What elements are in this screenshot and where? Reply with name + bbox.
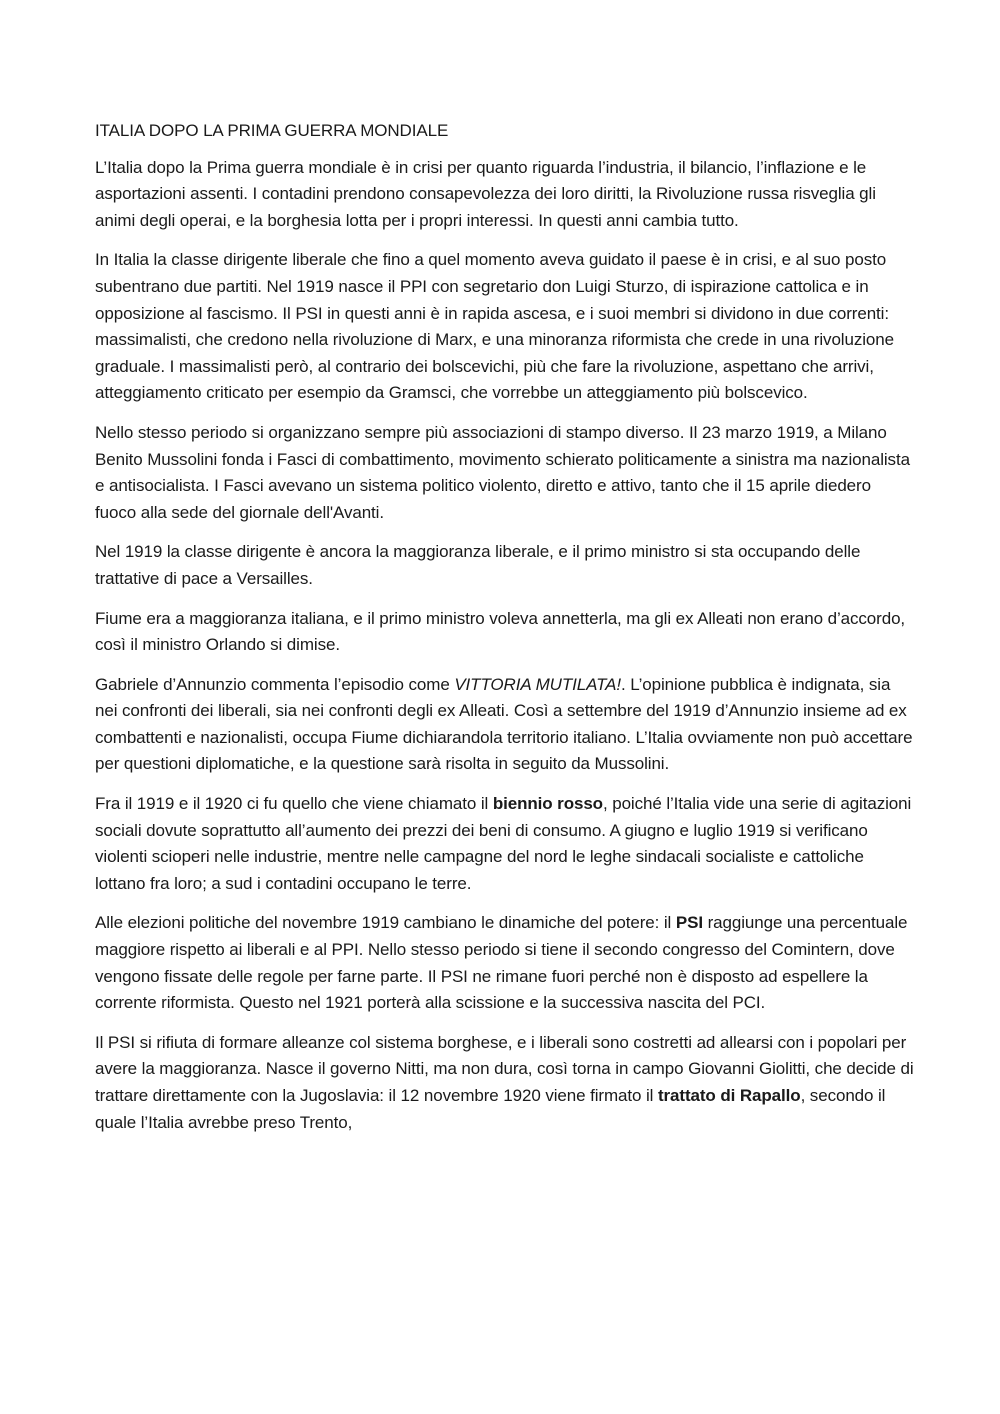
paragraph-2: In Italia la classe dirigente liberale che fino a quel momento aveva guidato il paese è in crisi, e al suo posto subentrano due partiti. Nel 1919 nasce il PPI con segretario don Luigi Sturzo, di ispirazione cattolica e in opposizione al fascismo. Il PSI in questi anni è in rapida ascesa, e i suoi membri si dividono in due correnti: massimalisti, che credono nella rivoluzione di Marx, e una minoranza riformista che crede in una rivoluzione graduale. I massimalisti però, al contrario dei bolscevichi, più che fare la rivoluzione, aspettano che arrivi, atteggiamento criticato per esempio da Gramsci, che vorrebbe un atteggiamento più bolscevico.	[95, 250, 894, 403]
paragraph-8	[95, 910, 915, 1016]
document-title: ITALIA DOPO LA PRIMA GUERRA MONDIALE	[95, 121, 449, 140]
paragraph-6-text-a: Gabriele d’Annunzio commenta l’episodio come	[95, 674, 455, 694]
paragraph-1: L’Italia dopo la Prima guerra mondiale è in crisi per quanto riguarda l’industria, il bilancio, l’inflazione e le asportazioni assenti. I contadini prendono consapevolezza dei loro diritti, la Rivoluzione russa risveglia gli animi degli operai, e la borghesia lotta per i propri interessi. In questi anni cambia tutto.	[95, 157, 876, 230]
paragraph-7-text-b: , poiché l’Italia vide una serie di agitazioni sociali dovute soprattutto all’aumento dei prezzi dei beni di consumo. A giugno e luglio 1919 si verificano violenti scioperi nelle industrie, mentre nelle campagne del nord le leghe sindacali socialiste e cattoliche lottano fra loro; a sud i contadini occupano le terre.	[95, 794, 912, 893]
paragraph-8-text-a: Alle elezioni politiche del novembre 1919 cambiano le dinamiche del potere: il	[95, 913, 676, 933]
paragraph-7	[95, 791, 915, 897]
trattato-di-rapallo-bold: trattato di Rapallo	[657, 1086, 801, 1105]
vittoria-mutilata-emphasis: VITTORIA MUTILATA!	[454, 674, 621, 694]
paragraph-9-text-b: , secondo il quale l’Italia avrebbe preso Trento,	[95, 1086, 886, 1132]
paragraph-4: Nel 1919 la classe dirigente è ancora la maggioranza liberale, e il primo ministro si sta occupando delle trattative di pace a Versailles.	[95, 542, 861, 588]
paragraph-5: Fiume era a maggioranza italiana, e il primo ministro voleva annetterla, ma gli ex Alleati non erano d’accordo, così il ministro Orlando si dimise.	[95, 608, 906, 655]
paragraph-9-text-a: Il PSI si rifiuta di formare alleanze col sistema borghese, e i liberali sono costretti ad allearsi con i popolari per avere la maggioranza. Nasce il governo Nitti, ma non dura, così torna in campo Giovanni Giolitti, che decide di trattare direttamente con la Jugoslavia: il 12 novembre 1920 viene firmato il	[95, 1032, 914, 1105]
psi-bold: PSI	[675, 913, 703, 933]
paragraph-9	[95, 1030, 915, 1136]
biennio-rosso-bold: biennio rosso	[492, 794, 603, 814]
paragraph-6-text-b: . L’opinione pubblica è indignata, sia nei confronti dei liberali, sia nei confronti degli ex Alleati. Così a settembre del 1919 d’Annunzio insieme ad ex combattenti e nazionalisti, occupa Fiume dichiarandola territorio italiano. L’Italia ovviamente non può accettare per questioni diplomatiche, e la questione sarà risolta in seguito da Mussolini.	[95, 674, 913, 774]
paragraph-3: Nello stesso periodo si organizzano sempre più associazioni di stampo diverso. Il 23 marzo 1919, a Milano Benito Mussolini fonda i Fasci di combattimento, movimento schierato politicamente a sinistra ma nazionalista e antisocialista. I Fasci avevano un sistema politico violento, diretto e attivo, tanto che il 15 aprile diedero fuoco alla sede del giornale dell'Avanti.	[95, 422, 910, 522]
paragraph-8-text-b: raggiunge una percentuale maggiore rispetto ai liberali e al PPI. Nello stesso periodo si tiene il secondo congresso del Comintern, dove vengono fissate delle regole per farne parte. Il PSI ne rimane fuori perché non è disposto ad espellere la corrente riformista. Questo nel 1921 porterà alla scissione e la successiva nascita del PCI.	[95, 913, 908, 1013]
paragraph-6	[95, 672, 915, 778]
document-page	[95, 118, 915, 1149]
paragraph-7-text-a: Fra il 1919 e il 1920 ci fu quello che viene chiamato il	[95, 794, 493, 814]
